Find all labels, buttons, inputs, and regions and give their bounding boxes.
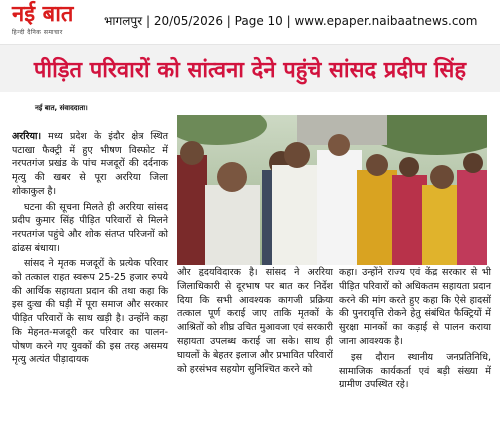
article-column-1: [12, 130, 168, 369]
article-column-3: [339, 266, 491, 392]
headline-band: [0, 45, 500, 92]
paragraph-col3-2: इस दौरान स्थानीय जनप्रतिनिधि, सामाजिक कार्यकर्ता एवं बड़ी संख्या में ग्रामीण उपस्थित रहे।: [339, 351, 491, 391]
paragraph-1-text: मध्य प्रदेश के इंदौर क्षेत्र स्थित पटाखा फैक्ट्री में हुए भीषण विस्फोट में नरपतगंज प्रखंड के पांच मजदूरों की दर्दनाक मृत्यु की खबर से पूरा अररिया जिला शोकाकुल है।: [12, 131, 168, 197]
article-column-2: और हृदयविदारक है। सांसद ने अररिया जिलाधिकारी से दूरभाष पर बात कर निर्देश दिया कि सभी आवश्यक कागजी प्रक्रिया तत्काल पूर्ण कराई जाए ताकि मृतकों के आश्रितों को शीघ्र उचित मुआवजा एवं सरकारी सहायता उपलब्ध कराई जा सके। साथ ही घायलों के बेहतर इलाज और प्रभावित परिवारों को हरसंभव सहयोग सुनिश्चित करने को: [177, 267, 333, 375]
paragraph-col3-1: कहा। उन्होंने राज्य एवं केंद्र सरकार से भी पीड़ित परिवारों को अधिकतम सहायता प्रदान करने की मांग करते हुए कहा कि ऐसे हादसों की पुनरावृत्ति रोकने हेतु संबंधित फैक्ट्रियों में सुरक्षा मानकों का कड़ाई से पालन कराया जाना आवश्यक है।: [339, 267, 491, 347]
paragraph-2: घटना की सूचना मिलते ही अररिया सांसद प्रदीप कुमार सिंह पीड़ित परिवारों से मिलने नरपतगंज पहुंचे और शोक संतप्त परिजनों को ढांढस बंधाया।: [12, 201, 168, 254]
paragraph-3: सांसद ने मृतक मजदूरों के प्रत्येक परिवार को तत्काल राहत स्वरूप 25-25 हजार रुपये की आर्थिक सहायता प्रदान की तथा कहा कि इस दुःख की घड़ी में पूरा समाज और सरकार पीड़ित परिवारों के साथ खड़ी है। उन्होंने कहा कि मेहनत-मजदूरी कर परिवार का पालन-पोषण करने गए युवकों की इस तरह असमय मृत्यु अत्यंत पीड़ादायक: [12, 258, 168, 366]
logo-text: नई बात: [12, 2, 74, 27]
paragraph-1: [12, 130, 168, 199]
article-headline: पीड़ित परिवारों को सांत्वना देने पहुंचे सांसद प्रदीप सिंह: [33, 57, 467, 83]
byline: नई बात, संवाददाता।: [35, 104, 88, 112]
newspaper-logo[interactable]: [12, 3, 100, 39]
logo-tagline: हिन्दी दैनिक समाचार: [12, 29, 63, 36]
crowd-photo-illustration: [177, 115, 487, 265]
dateline: अररिया।: [12, 131, 42, 142]
issue-info: भागलपुर | 20/05/2026 | Page 10 | www.epaper.naibaatnews.com: [104, 14, 478, 28]
masthead: [0, 0, 500, 45]
news-photo: [177, 115, 487, 265]
